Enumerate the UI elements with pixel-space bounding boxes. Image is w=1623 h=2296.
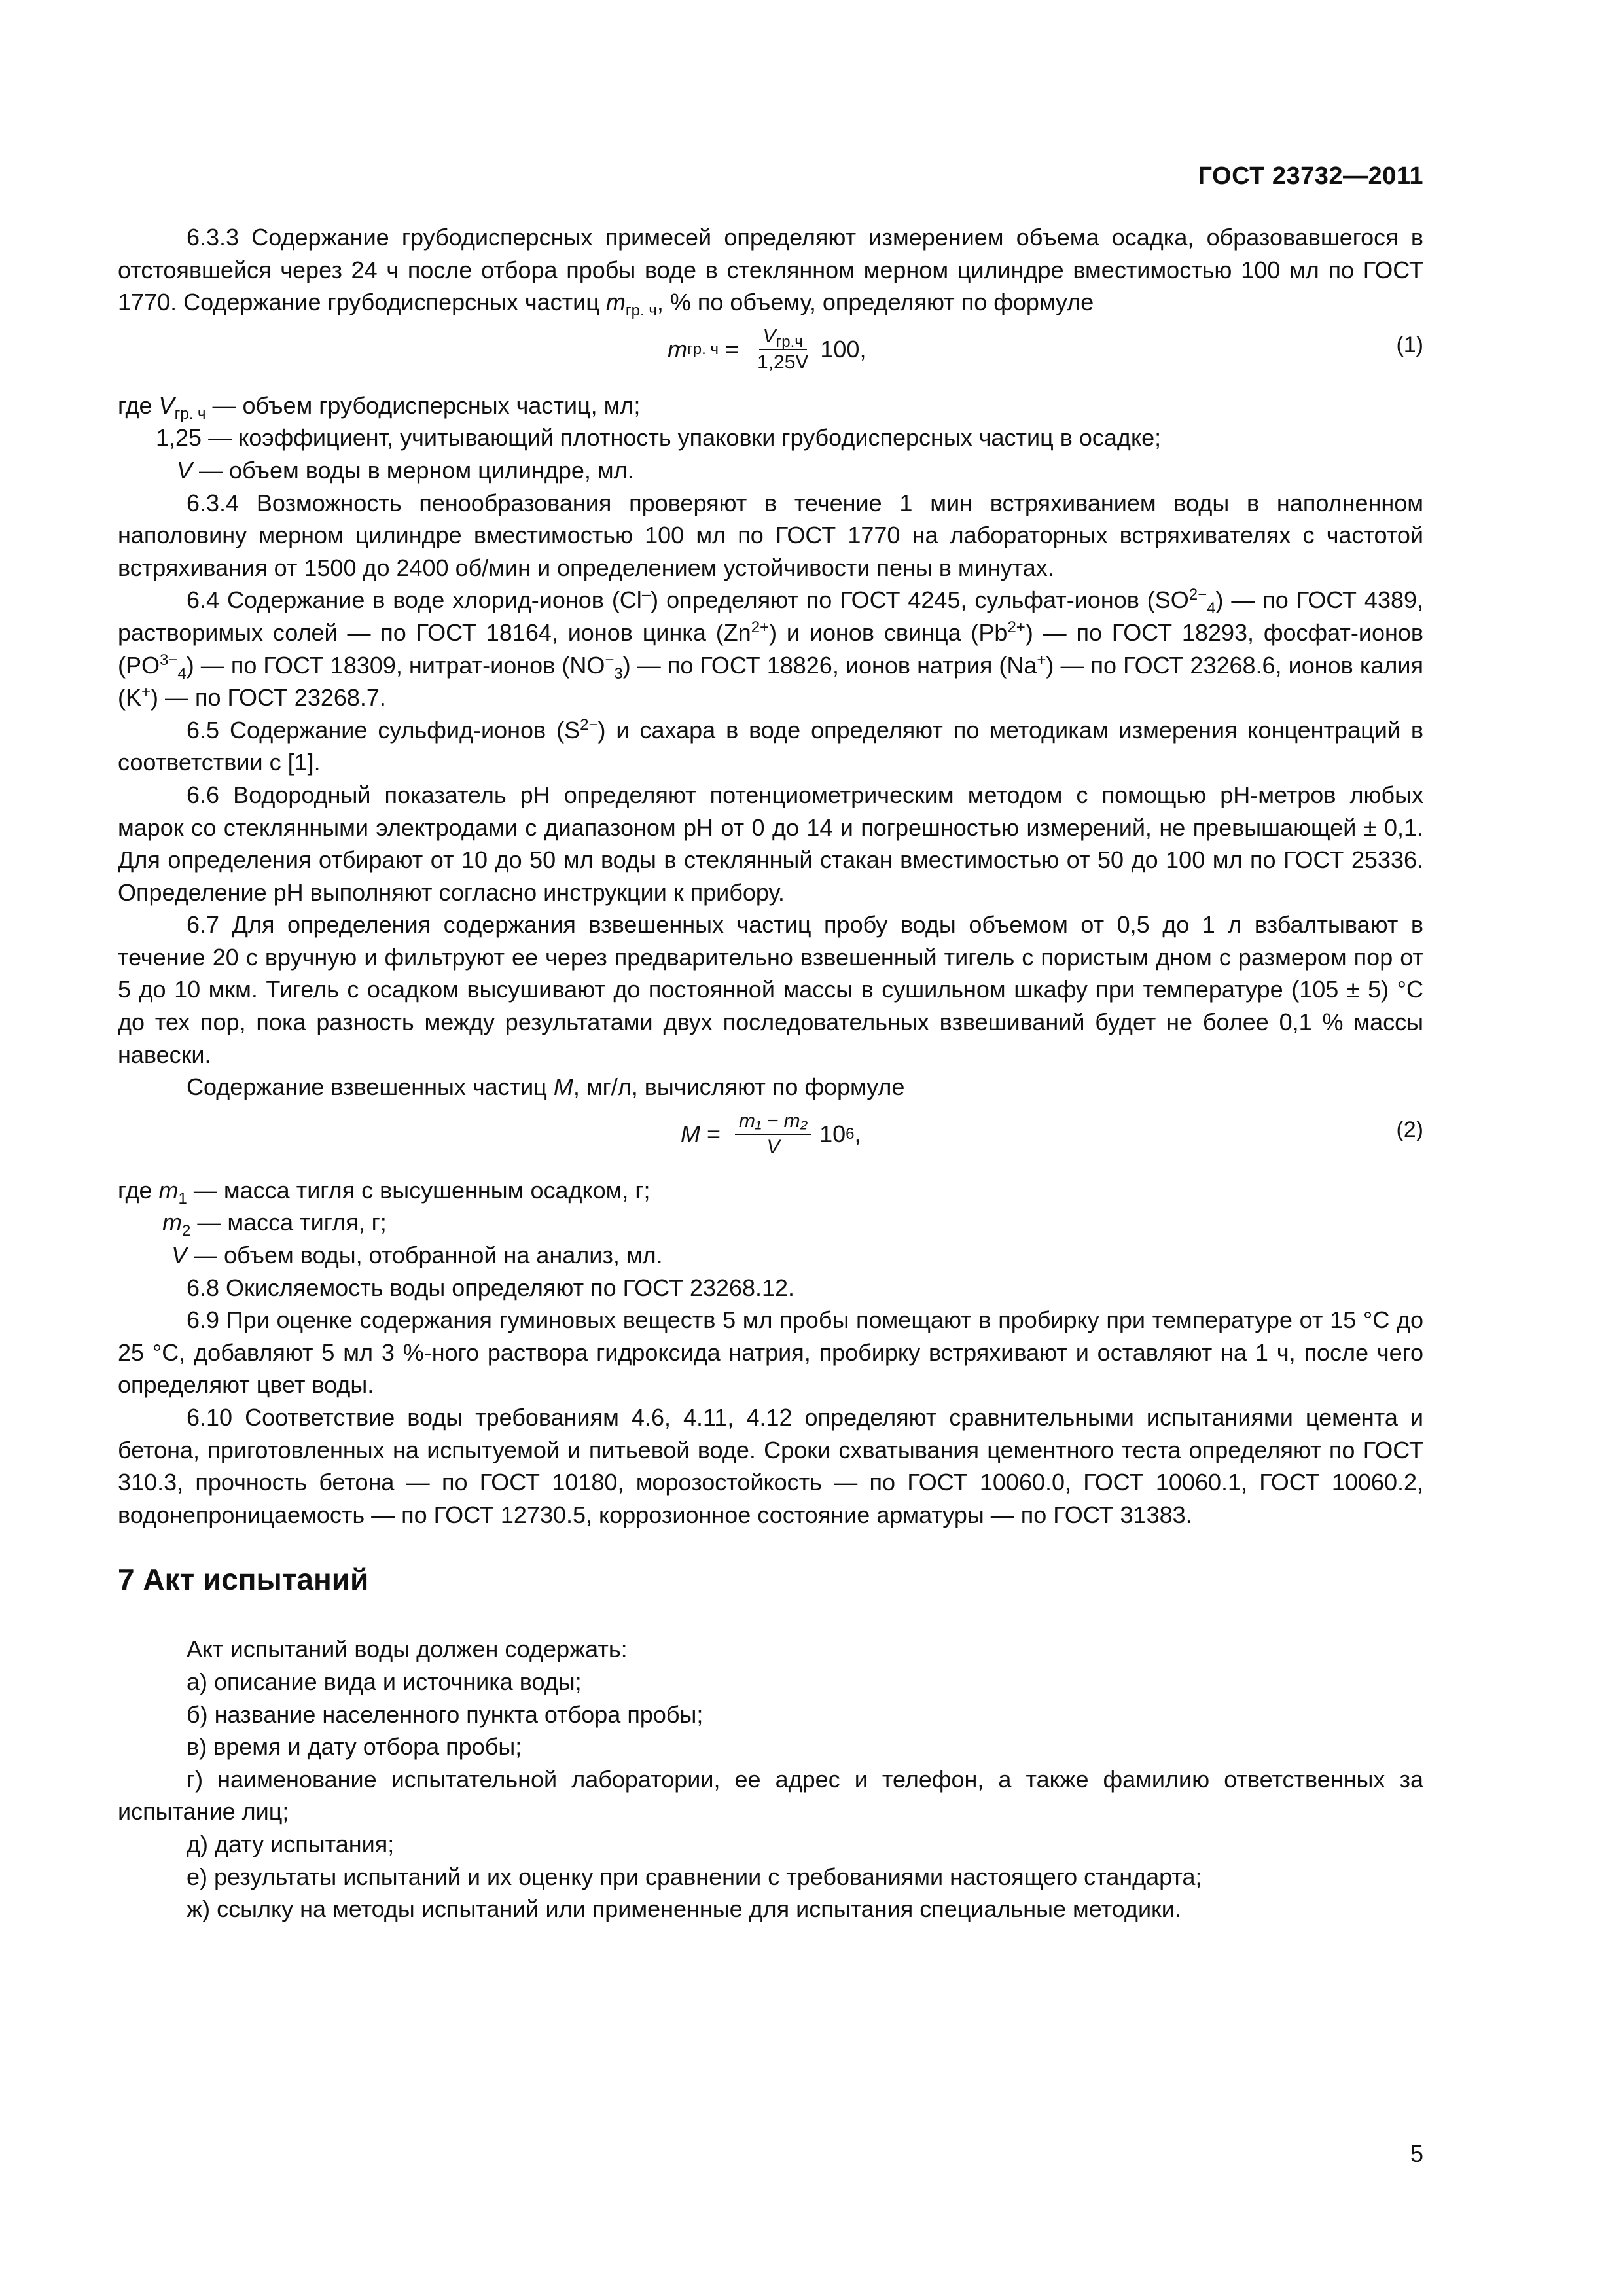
list-item: д) дату испытания; bbox=[187, 1830, 395, 1857]
where-m2: $m_2$ — масса тигля, г; bbox=[162, 1209, 387, 1240]
list-item: е) результаты испытаний и их оценку при сравнении с требованиями настоящего стандарта; bbox=[187, 1863, 1202, 1890]
list-item: а) описание вида и источника воды; bbox=[187, 1668, 582, 1695]
paragraph-6-3-4: 6.3.4 Возможность пенообразования проверяют в течение 1 мин встряхиванием воды в наполненном наполовину мерном цилиндре вместимостью 100 мл по ГОСТ 1770 на лабораторных встряхивателях с частотой встряхивания от 1500 до 2400 об/мин и определением устойчивости пены в минутах. bbox=[118, 489, 1423, 581]
where-list-1: где $V_{гр. ч}$ — объем грубодисперсных частиц, мл; bbox=[118, 391, 641, 423]
paragraph-6-3-3: 6.3.3 Содержание грубодисперсных примесей определяют измерением объема осадка, образовавшегося в отстоявшейся через 24 ч после отбора пробы воде в стеклянном мерном цилиндре вместимостью 100 мл по ГОСТ 1770. Содержание грубодисперсных частиц $m_{гр. ч}$, % по объему, определяют по формуле bbox=[118, 224, 1423, 320]
formula-number: (1) bbox=[1396, 332, 1423, 357]
section-7-intro: Акт испытаний воды должен содержать: bbox=[187, 1636, 628, 1663]
where-v: V — объем воды, отобранной на анализ, мл. bbox=[171, 1242, 663, 1269]
document-body bbox=[118, 221, 1423, 1926]
paragraph-6-8: 6.8 Окисляемость воды определяют по ГОСТ 23268.12. bbox=[187, 1274, 795, 1301]
paragraph-6-7-formula-intro: Содержание взвешенных частиц M, мг/л, вычисляют по формуле bbox=[187, 1073, 905, 1101]
formula-1: m гр. ч = $\frac{V_{гр.ч}}{1,25V}$ 100, (1) bbox=[118, 319, 1423, 389]
paragraph-6-5: 6.5 Содержание сульфид-ионов $(S^{2-})$ и сахара в воде определяют по методикам измерения концентраций в соответствии с [1]. bbox=[118, 715, 1424, 776]
section-7-title: 7 Акт испытаний bbox=[118, 1562, 369, 1597]
page-number: 5 bbox=[1410, 2140, 1423, 2167]
list-item: г) наименование испытательной лаборатории, ее адрес и телефон, а также фамилию ответственных за испытание лиц; bbox=[118, 1765, 1423, 1825]
paragraph-6-10: 6.10 Соответствие воды требованиям 4.6, 4.11, 4.12 определяют сравнительными испытаниями цемента и бетона, приготовленных на испытуемой и питьевой воде. Сроки схватывания цементного теста определяют по ГОСТ 310.3, прочность бетона — по ГОСТ 10180, морозостойкость — по ГОСТ 10060.0, ГОСТ 10060.1, ГОСТ 10060.2, водонепроницаемость — по ГОСТ 12730.5, коррозионное состояние арматуры — по ГОСТ 31383. bbox=[118, 1404, 1423, 1528]
formula-2: M = $\frac{\text{m₁ − m₂}}{V}$ 10 6 , (2) bbox=[118, 1103, 1423, 1174]
paragraph-6-6: 6.6 Водородный показатель рН определяют потенциометрическим методом с помощью рН-метров любых марок со стеклянными электродами с диапазоном рН от 0 до 14 и погрешностью измерений, не превышающей ± 0,1. Для определения отбирают от 10 до 50 мл воды в стеклянный стакан вместимостью от 50 до 100 мл по ГОСТ 25336. Определение рН выполняют согласно инструкции к прибору. bbox=[118, 781, 1423, 906]
list-item: б) название населенного пункта отбора пробы; bbox=[187, 1700, 704, 1728]
paragraph-6-7: 6.7 Для определения содержания взвешенных частиц пробу воды объемом от 0,5 до 1 л взбалтывают в течение 20 с вручную и фильтруют ее через предварительно взвешенный тигель с пористым дном с размером пор от 5 до 10 мкм. Тигель с осадком высушивают до постоянной массы в сушильном шкафу при температуре (105 ± 5) °С до тех пор, пока разность между результатами двух последовательных взвешиваний будет не более 0,1 % массы навески. bbox=[118, 911, 1423, 1068]
fraction: $\frac{\text{m₁ − m₂}}{V}$ bbox=[735, 1109, 812, 1160]
where-volume: V — объем воды в мерном цилиндре, мл. bbox=[177, 456, 634, 484]
paragraph-6-4: 6.4 Содержание в воде хлорид-ионов (Cl–) определяют по ГОСТ 4245, сульфат-ионов $(SO^{2-}_4)$ — по ГОСТ 4389, растворимых солей — по ГОСТ 18164, ионов цинка $(Zn^{2+})$ и ионов свинца $(Pb^{2+})$ — по ГОСТ 18293, фосфат-ионов $(PO^{3-}_4)$ — по ГОСТ 18309, нитрат-ионов $(NO^-_3)$ — по ГОСТ 18826, ионов натрия (Na+) — по ГОСТ 23268.6, ионов калия (K+) — по ГОСТ 23268.7. bbox=[118, 586, 1424, 711]
document-id-header: ГОСТ 23732—2011 bbox=[1198, 162, 1423, 190]
formula-number: (2) bbox=[1396, 1117, 1423, 1142]
list-item: в) время и дату отбора пробы; bbox=[187, 1733, 522, 1761]
paragraph-6-9: 6.9 При оценке содержания гуминовых веществ 5 мл пробы помещают в пробирку при температуре от 15 °С до 25 °С, добавляют 5 мл 3 %-ного раствора гидроксида натрия, пробирку встряхивают и оставляют на 1 ч, после чего определяют цвет воды. bbox=[118, 1306, 1423, 1399]
where-list-2: где $m_1$ — масса тигля с высушенным осадком, г; bbox=[118, 1176, 651, 1208]
list-item: ж) ссылку на методы испытаний или примененные для испытания специальные методики. bbox=[187, 1895, 1181, 1923]
fraction: $\frac{V_{гр.ч}}{1,25V}$ bbox=[757, 325, 809, 373]
where-coef: 1,25 — коэффициент, учитывающий плотность упаковки грубодисперсных частиц в осадке; bbox=[156, 424, 1162, 452]
